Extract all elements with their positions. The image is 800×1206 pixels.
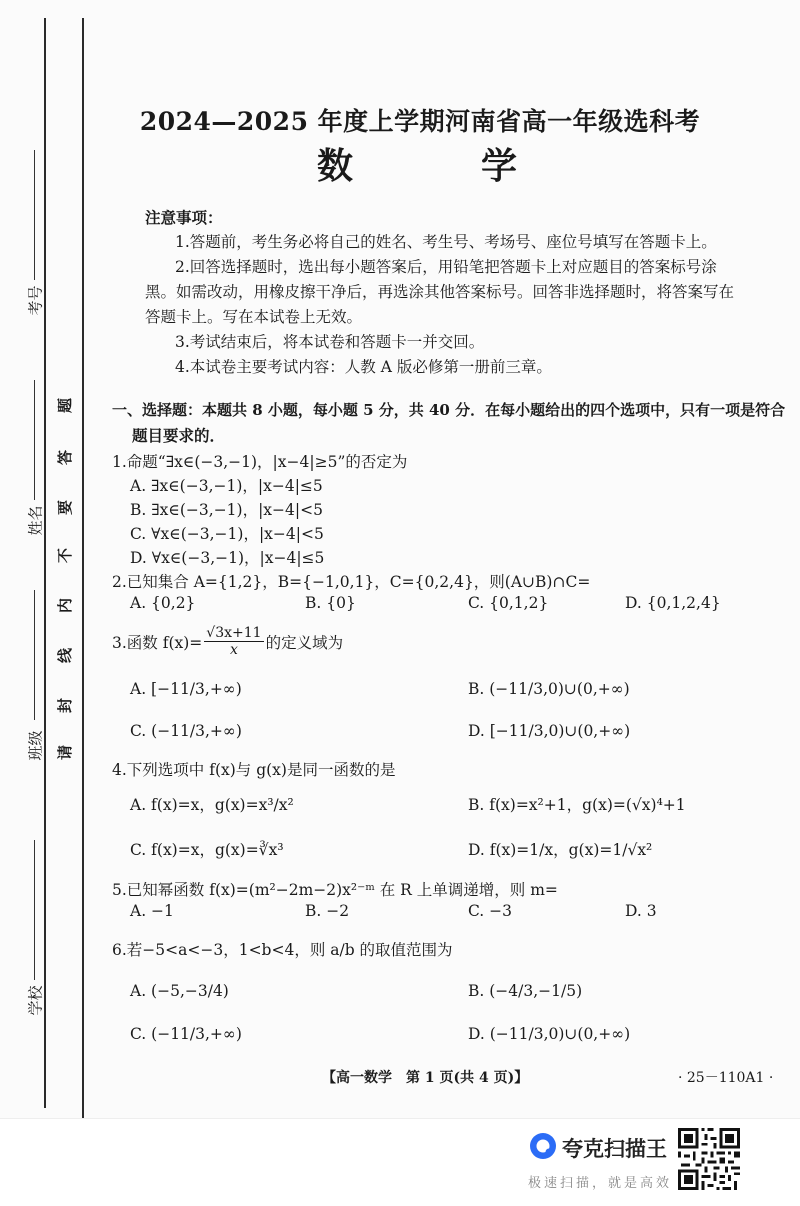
seal-char-5: 不 (56, 547, 75, 564)
q5-option-b: B. −2 (305, 902, 350, 920)
seal-char-8: 题 (56, 397, 75, 414)
scanner-slogan: 极速扫描，就是高效 (528, 1176, 673, 1191)
page-footer: 【高一数学 第 1 页(共 4 页)】 (322, 1070, 529, 1086)
seal-char-2: 封 (56, 697, 75, 714)
q1-stem: 1.命题“∃x∈(−3,−1)，|x−4|≥5”的否定为 (112, 453, 408, 471)
seal-char-1: 请 (56, 744, 75, 761)
field-label-school: 学校 (26, 985, 45, 1016)
q3-numerator: √3x+11 (206, 625, 262, 641)
q3-option-a: A. [−11/3,+∞) (130, 680, 242, 698)
q5-option-d: D. 3 (625, 902, 657, 920)
field-blank-name (34, 380, 35, 500)
notice-heading: 注意事项： (145, 208, 223, 227)
q3-stem (112, 625, 343, 658)
q2-option-c: C. {0,1,2} (468, 594, 549, 612)
q2-option-d: D. {0,1,2,4} (625, 594, 721, 612)
notice-item-3: 3.考试结束后，将本试卷和答题卡一并交回。 (175, 333, 485, 351)
q4-option-c: C. f(x)=x，g(x)=∛x³ (130, 841, 284, 859)
q6-stem: 6.若−5<a<−3，1<b<4，则 a/b 的取值范围为 (112, 941, 453, 959)
q6-option-a: A. (−5,−3/4) (130, 982, 229, 1000)
notice-block (145, 205, 735, 380)
notice-item-1: 1.答题前，考生务必将自己的姓名、考生号、考场号、座位号填写在答题卡上。 (175, 233, 717, 251)
q6-option-c: C. (−11/3,+∞) (130, 1025, 242, 1043)
field-blank-class (34, 590, 35, 720)
field-label-exam-number: 考号 (26, 285, 45, 316)
q5-option-a: A. −1 (130, 902, 174, 920)
seal-char-6: 要 (56, 499, 75, 516)
q3-denominator: x (229, 642, 238, 658)
q6-option-b: B. (−4/3,−1/5) (468, 982, 583, 1000)
q1-option-b: B. ∃x∈(−3,−1)，|x−4|<5 (130, 501, 323, 519)
quark-logo-icon (528, 1131, 558, 1161)
q5-stem: 5.已知幂函数 f(x)=(m²−2m−2)x²⁻ᵐ 在 R 上单调递增，则 m= (112, 881, 558, 899)
q3-option-b: B. (−11/3,0)∪(0,+∞) (468, 680, 630, 698)
q4-option-b: B. f(x)=x²+1，g(x)=(√x)⁴+1 (468, 796, 686, 814)
field-blank-school (34, 840, 35, 980)
field-label-name: 姓名 (26, 505, 45, 536)
qr-code-icon (678, 1128, 740, 1190)
exam-title: 2024—2025 年度上学期河南省高一年级选科考 (139, 107, 701, 136)
q4-option-a: A. f(x)=x，g(x)=x³/x² (130, 796, 294, 814)
seal-char-7: 答 (56, 449, 75, 466)
paper-code: · 25－110A1 · (678, 1070, 774, 1086)
notice-item-2: 2.回答选择题时，选出每小题答案后，用铅笔把答题卡上对应题目的答案标号涂黑。如需改动，用橡皮擦干净后，再选涂其他答案标号。回答非选择题时，将答案写在答题卡上。写在本试卷上无效。 (145, 258, 735, 326)
section1-heading-line1: 一、选择题：本题共 8 小题，每小题 5 分，共 40 分．在每小题给出的四个选项中，只有一项是符合 (112, 401, 786, 419)
seal-char-3: 线 (56, 647, 75, 664)
q1-option-a: A. ∃x∈(−3,−1)，|x−4|≤5 (130, 477, 323, 495)
q4-option-d: D. f(x)=1/x，g(x)=1/√x² (468, 841, 653, 859)
q2-option-b: B. {0} (305, 594, 356, 612)
exam-subject: 数 学 (316, 145, 563, 187)
q3-stem-suffix: 的定义域为 (265, 633, 344, 652)
q3-option-d: D. [−11/3,0)∪(0,+∞) (468, 722, 631, 740)
q1-option-c: C. ∀x∈(−3,−1)，|x−4|<5 (130, 525, 324, 543)
section1-heading-line2: 题目要求的． (132, 426, 226, 445)
q1-option-d: D. ∀x∈(−3,−1)，|x−4|≤5 (130, 549, 325, 567)
q3-fraction (204, 625, 263, 658)
q3-stem-prefix: 3.函数 f(x)= (112, 633, 203, 652)
field-label-class: 班级 (26, 730, 45, 761)
section1-heading (112, 398, 786, 448)
q2-option-a: A. {0,2} (130, 594, 196, 612)
notice-item-4: 4.本试卷主要考试内容：人教 A 版必修第一册前三章。 (175, 358, 552, 376)
q2-stem: 2.已知集合 A={1,2}，B={−1,0,1}，C={0,2,4}，则(A∪B)∩C= (112, 573, 591, 591)
q6-option-d: D. (−11/3,0)∪(0,+∞) (468, 1025, 631, 1043)
q4-stem: 4.下列选项中 f(x)与 g(x)是同一函数的是 (112, 761, 396, 779)
seal-char-4: 内 (56, 597, 75, 614)
q3-option-c: C. (−11/3,+∞) (130, 722, 242, 740)
q5-option-c: C. −3 (468, 902, 513, 920)
scanner-brand-name: 夸克扫描王 (562, 1137, 667, 1161)
